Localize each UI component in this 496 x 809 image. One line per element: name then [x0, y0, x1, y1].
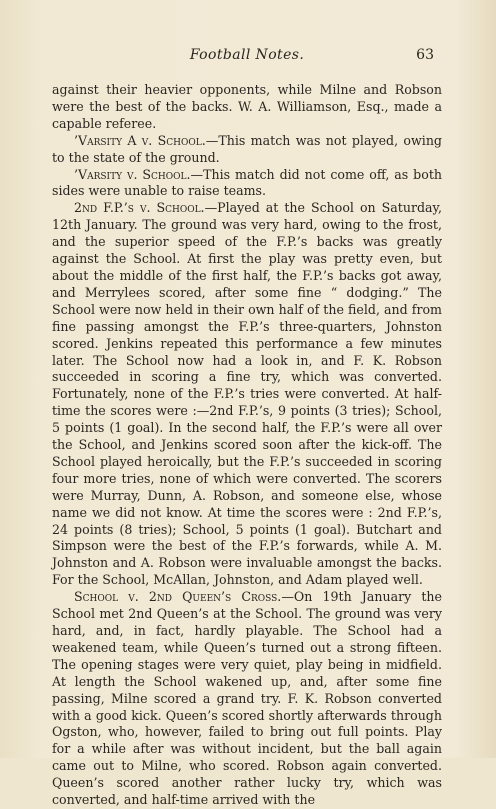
page-number: 63 [416, 47, 434, 63]
paragraph-2nd-fps-v-school [52, 200, 442, 589]
paragraph-text: —This match was not played, owing to the state of the ground. [52, 132, 442, 165]
paragraph-school-v-queens-cross [52, 589, 442, 809]
body-text [52, 82, 442, 809]
running-title: Football Notes. [189, 47, 305, 63]
match-heading: 2nd F.P.’s v. School. [74, 200, 205, 216]
match-heading: ’Varsity A v. School. [74, 132, 206, 148]
paragraph-text: —On 19th January the School met 2nd Queen’s at the School. The ground was very hard, and, in fact, hardly playable. The School had a weakened team, while Queen’s turned out a strong fifteen. The opening stages were very quiet, play being in midfield. At length the School wakened up, and, after some fine passing, Milne scored a grand try. F. K. Robson converted with a good kick. Queen’s scored shortly afterwards through Ogston, who, however, failed to bring out full points. Play for a while after was without incident, but the ball again came out to Milne, who scored. Robson again converted. Queen’s scored another rather lucky try, which was converted, and half-time arrived with the [52, 589, 442, 808]
paragraph-continuation [52, 82, 442, 133]
match-heading: School v. 2nd Queen’s Cross. [74, 589, 282, 605]
paragraph-varsity-v-school [52, 167, 442, 201]
paragraph-text: —Played at the School on Saturday, 12th January. The ground was very hard, owing to the frost, and the superior speed of the F.P.’s backs was greatly against the School. At first the play was pretty even, but about the middle of the first half, the F.P.’s backs got away, and Merrylees scored, after some fine “ dodging.” The School were now held in their own half of the field, and from fine passing amongst the F.P.’s three-quarters, Johnston scored. Jenkins repeated this performance a few minutes later. The School now had a look in, and F. K. Robson succeeded in scoring a fine try, which was converted. Fortunately, none of the F.P.’s tries were converted. At half-time the scores were :—2nd F.P.’s, 9 points (3 tries); School, 5 points (1 goal). In the second half, the F.P.’s were all over the School, and Jenkins scored soon after the kick-off. The School played heroically, but the F.P.’s succeeded in scoring four more tries, none of which were converted. The scorers were Murray, Dunn, A. Robson, and someone else, whose name we did not know. At time the scores were : 2nd F.P.’s, 24 points (8 tries); School, 5 points (1 goal). Butchart and Simpson were the best of the F.P.’s forwards, while A. M. Johnston and A. Robson were invaluable amongst the backs. For the School, McAllan, Johnston, and Adam played well. [52, 200, 442, 588]
paragraph-varsity-a-v-school [52, 133, 442, 167]
match-heading: ’Varsity v. School. [74, 166, 191, 182]
paragraph-text: against their heavier opponents, while Milne and Robson were the best of the backs. W. A. Williamson, Esq., made a capable referee. [52, 82, 442, 131]
paragraph-text: —This match did not come off, as both sides were unable to raise teams. [52, 166, 442, 199]
running-header [60, 47, 434, 67]
